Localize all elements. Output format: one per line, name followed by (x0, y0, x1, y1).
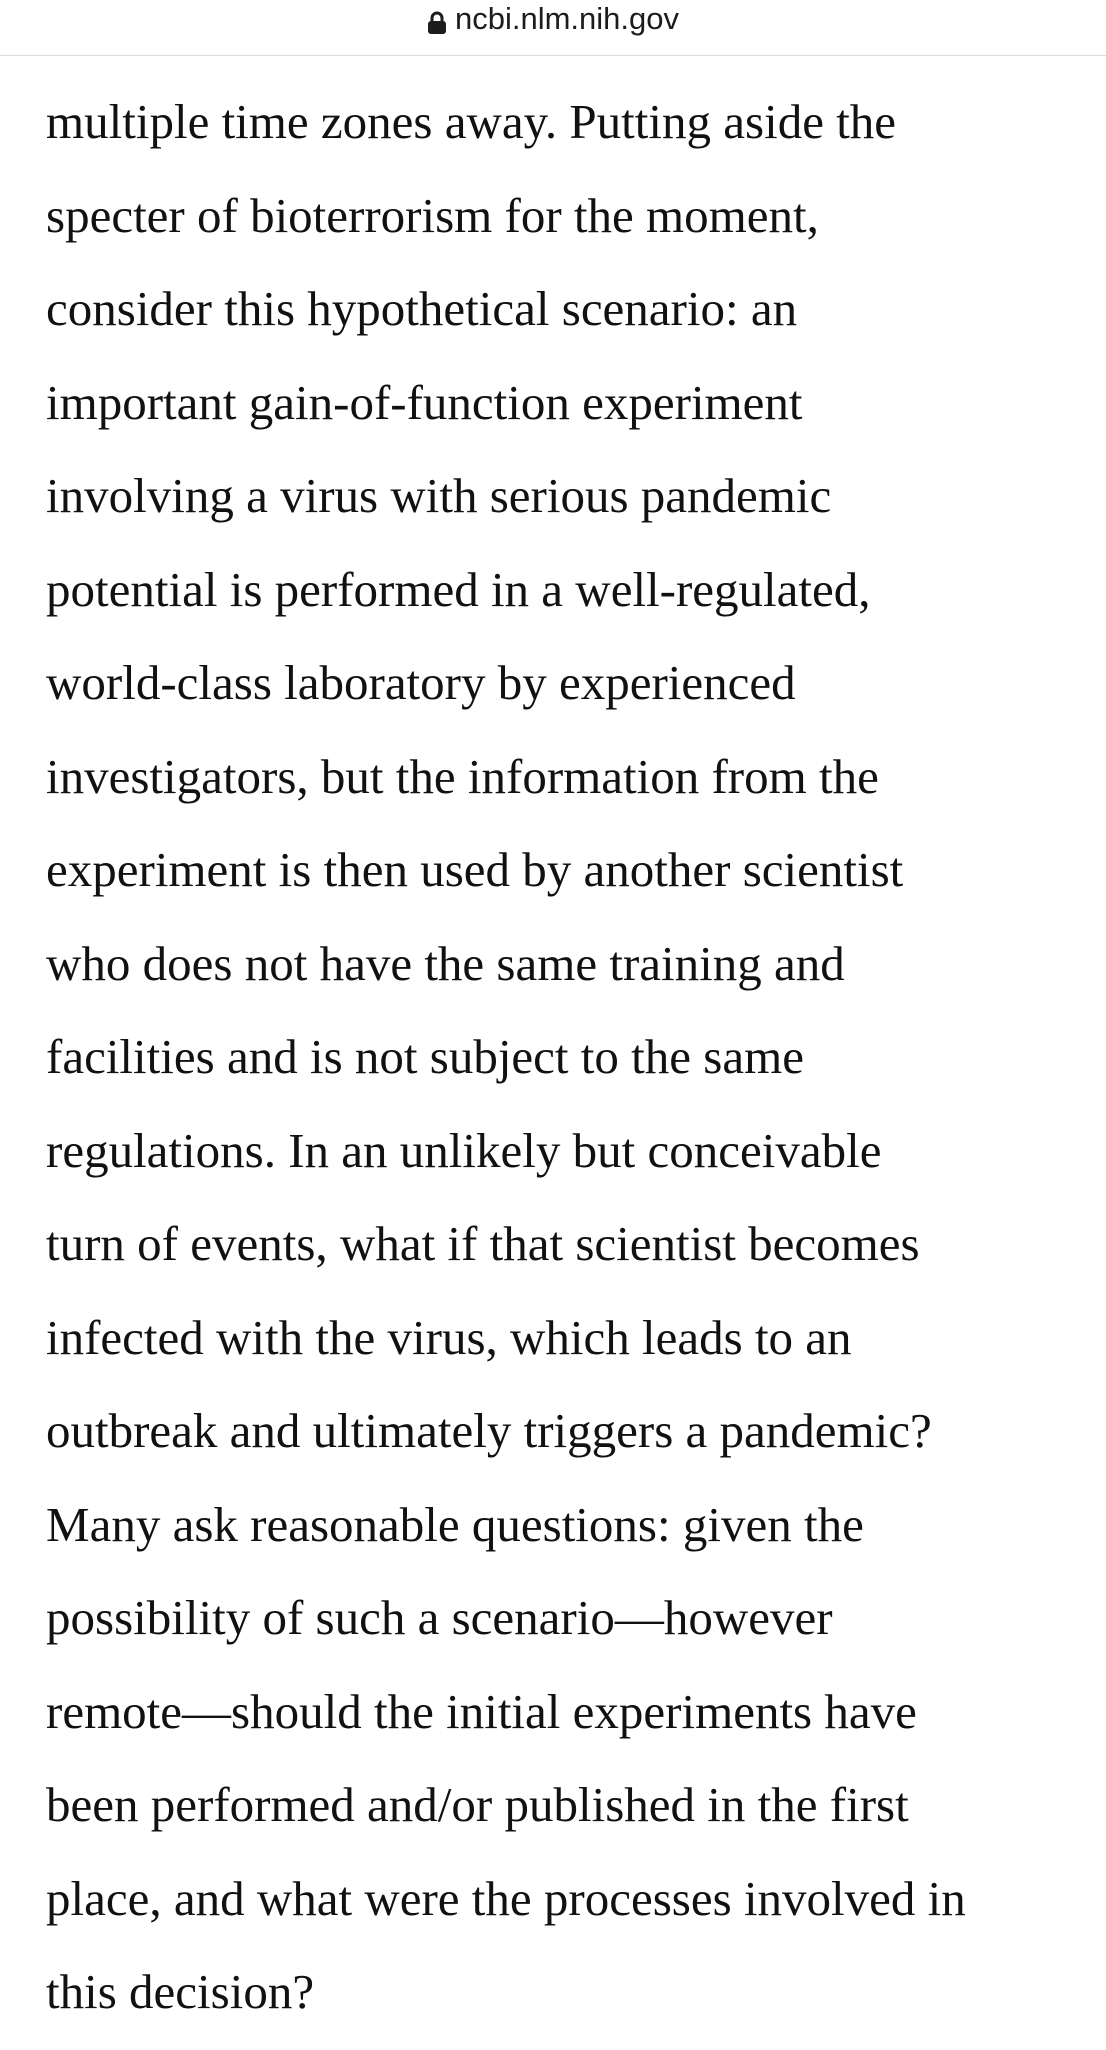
article-line: experiment is then used by another scientist (46, 842, 904, 897)
lock-icon (427, 7, 447, 31)
article-line: infected with the virus, which leads to an (46, 1309, 852, 1365)
article-line: outbreak and ultimately triggers a pandemic? (46, 1403, 932, 1458)
article-line: involving a virus with serious pandemic (46, 468, 832, 523)
article-line: consider this hypothetical scenario: an (46, 281, 798, 336)
address-bar[interactable] (0, 0, 1106, 56)
article-line: turn of events, what if that scientist becomes (46, 1216, 920, 1271)
article-line: place, and what were the processes involved in (46, 1870, 966, 1926)
article-line: been performed and/or published in the first (46, 1777, 909, 1832)
article-line: specter of bioterrorism for the moment, (46, 187, 819, 243)
url-display[interactable] (427, 1, 679, 37)
article-line: Many ask reasonable questions: given the (46, 1496, 864, 1552)
article-line: who does not have the same training and (46, 935, 845, 991)
article-line: potential is performed in a well-regulated, (46, 561, 871, 617)
article-line: facilities and is not subject to the same (46, 1029, 804, 1084)
article-line: important gain-of-function experiment (46, 374, 803, 430)
article-line: multiple time zones away. Putting aside the (46, 94, 897, 149)
article-line: this decision? (46, 1964, 315, 2019)
article-line: world-class laboratory by experienced (46, 655, 796, 710)
article-line: possibility of such a scenario—however (46, 1590, 833, 1645)
article-body (46, 86, 1086, 2050)
article-line: regulations. In an unlikely but conceivable (46, 1122, 882, 1178)
article-line: remote—should the initial experiments have (46, 1683, 917, 1739)
article-line: investigators, but the information from the (46, 748, 879, 804)
url-text: ncbi.nlm.nih.gov (454, 0, 679, 36)
